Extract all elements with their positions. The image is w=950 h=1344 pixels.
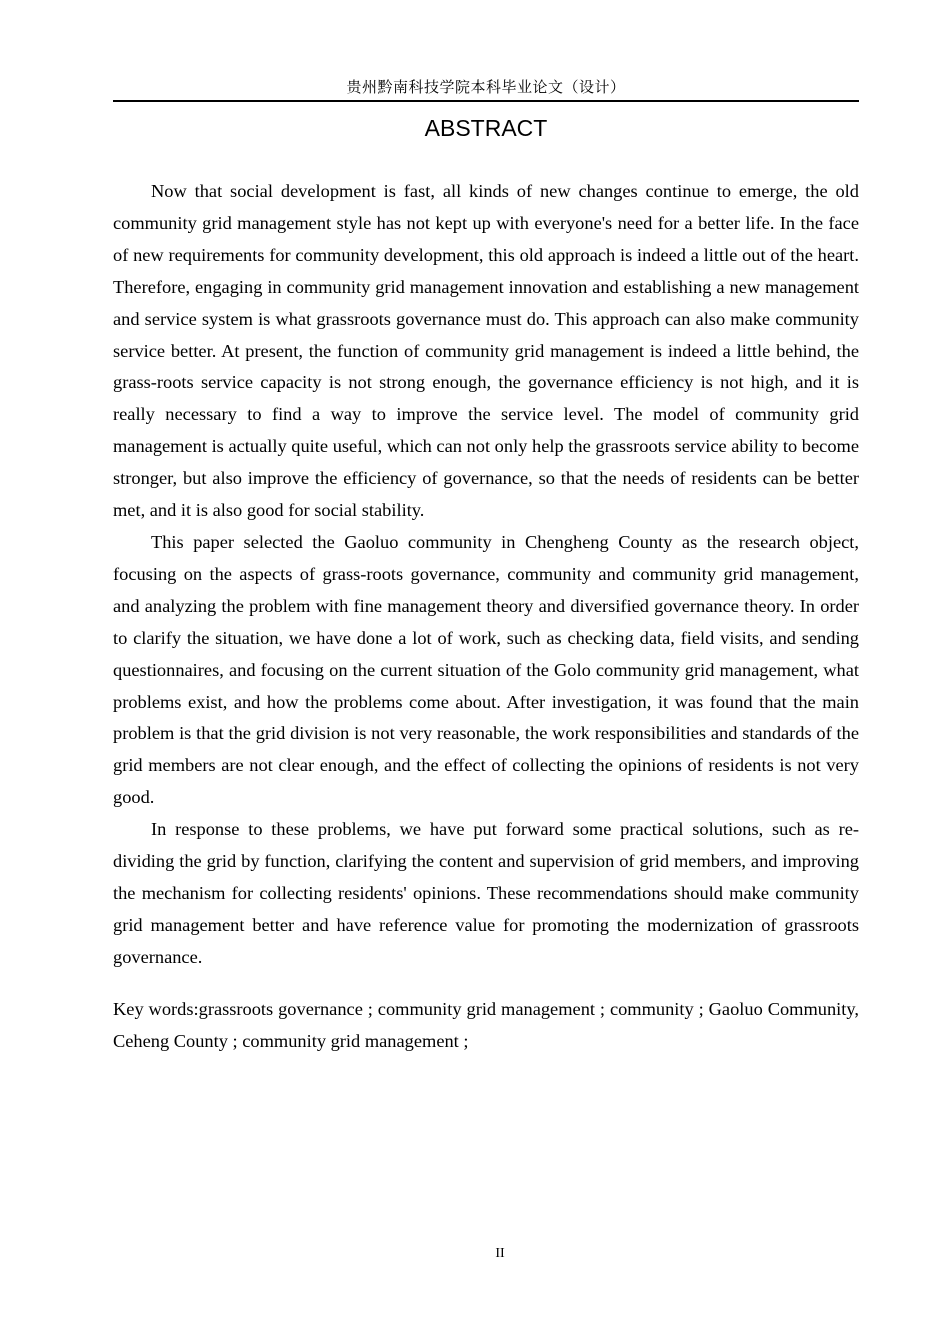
- abstract-title: ABSTRACT: [424, 115, 548, 141]
- keywords: Key words:grassroots governance ; community grid management ; community ; Gaoluo Community, Ceheng County ; community grid management ;: [113, 999, 859, 1051]
- page-number: II: [495, 1246, 505, 1261]
- abstract-paragraph-3: In response to these problems, we have put forward some practical solutions, such as re-dividing the grid by function, clarifying the content and supervision of grid members, and improving the mechanism for collecting residents' opinions. These recommendations should make community grid management better and have reference value for promoting the modernization of grassroots governance.: [113, 819, 859, 967]
- abstract-body: [113, 176, 859, 974]
- running-header: 贵州黔南科技学院本科毕业论文（设计）: [346, 78, 626, 96]
- abstract-paragraph-1: Now that social development is fast, all kinds of new changes continue to emerge, the old community grid management style has not kept up with everyone's need for a better life. In the face of new requirements for community development, this old approach is indeed a little out of the heart. Therefore, engaging in community grid management innovation and establishing a new management and service system is what grassroots governance must do. This approach can also make community service better. At present, the function of community grid management is indeed a little behind, the grass-roots service capacity is not strong enough, the governance efficiency is not high, and it is really necessary to find a way to improve the service level. The model of community grid management is actually quite useful, which can not only help the grassroots service ability to become stronger, but also improve the efficiency of governance, so that the needs of residents can be better met, and it is also good for social stability.: [113, 181, 859, 521]
- abstract-paragraph-2: This paper selected the Gaoluo community in Chengheng County as the research object, focusing on the aspects of grass-roots governance, community and community grid management, and analyzing the problem with fine management theory and diversified governance theory. In order to clarify the situation, we have done a lot of work, such as checking data, field visits, and sending questionnaires, and focusing on the current situation of the Golo community grid management, what problems exist, and how the problems come about. After investigation, it was found that the main problem is that the grid division is not very reasonable, the work responsibilities and standards of the grid members are not clear enough, and the effect of collecting the opinions of residents is not very good.: [113, 531, 859, 808]
- header-rule: [113, 100, 859, 102]
